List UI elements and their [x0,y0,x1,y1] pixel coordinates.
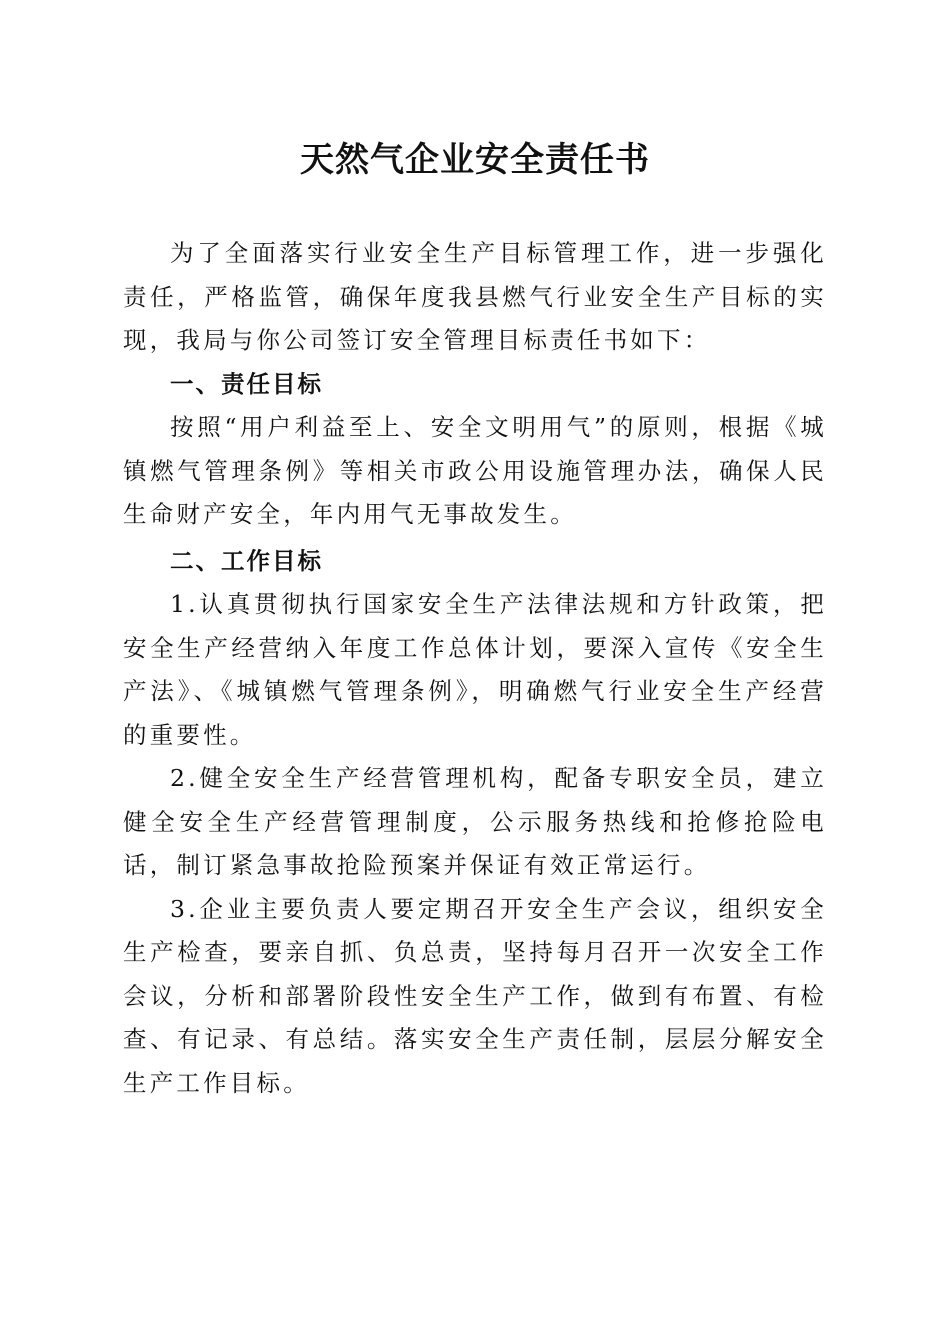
section-heading-responsibility-goal: 一、责任目标 [170,369,323,398]
section-heading-work-goal: 二、工作目标 [170,546,323,575]
work-goal-item-1: 1.认真贯彻执行国家安全生产法律法规和方针政策，把安全生产经营纳入年度工作总体计划，要深入宣传《安全生产法》、《城镇燃气管理条例》，明确燃气行业安全生产经营的重要性。 [123,590,827,749]
document-title: 天然气企业安全责任书 [300,140,650,180]
work-goal-item-3: 3.企业主要负责人要定期召开安全生产会议，组织安全生产检查，要亲自抓、负总责，坚持每月召开一次安全工作会议，分析和部署阶段性安全生产工作，做到有布置、有检查、有记录、有总结。落实安全生产责任制，层层分解安全生产工作目标。 [123,894,827,1097]
work-goal-item-2: 2.健全安全生产经营管理机构，配备专职安全员，建立健全安全生产经营管理制度，公示服务热线和抢修抢险电话，制订紧急事故抢险预案并保证有效正常运行。 [123,764,827,879]
document-body [123,232,827,1105]
intro-paragraph: 为了全面落实行业安全生产目标管理工作，进一步强化责任，严格监管，确保年度我县燃气行业安全生产目标的实现，我局与你公司签订安全管理目标责任书如下： [123,239,827,354]
responsibility-goal-paragraph: 按照“用户利益至上、安全文明用气”的原则，根据《城镇燃气管理条例》等相关市政公用设施管理办法，确保人民生命财产安全，年内用气无事故发生。 [123,413,827,528]
